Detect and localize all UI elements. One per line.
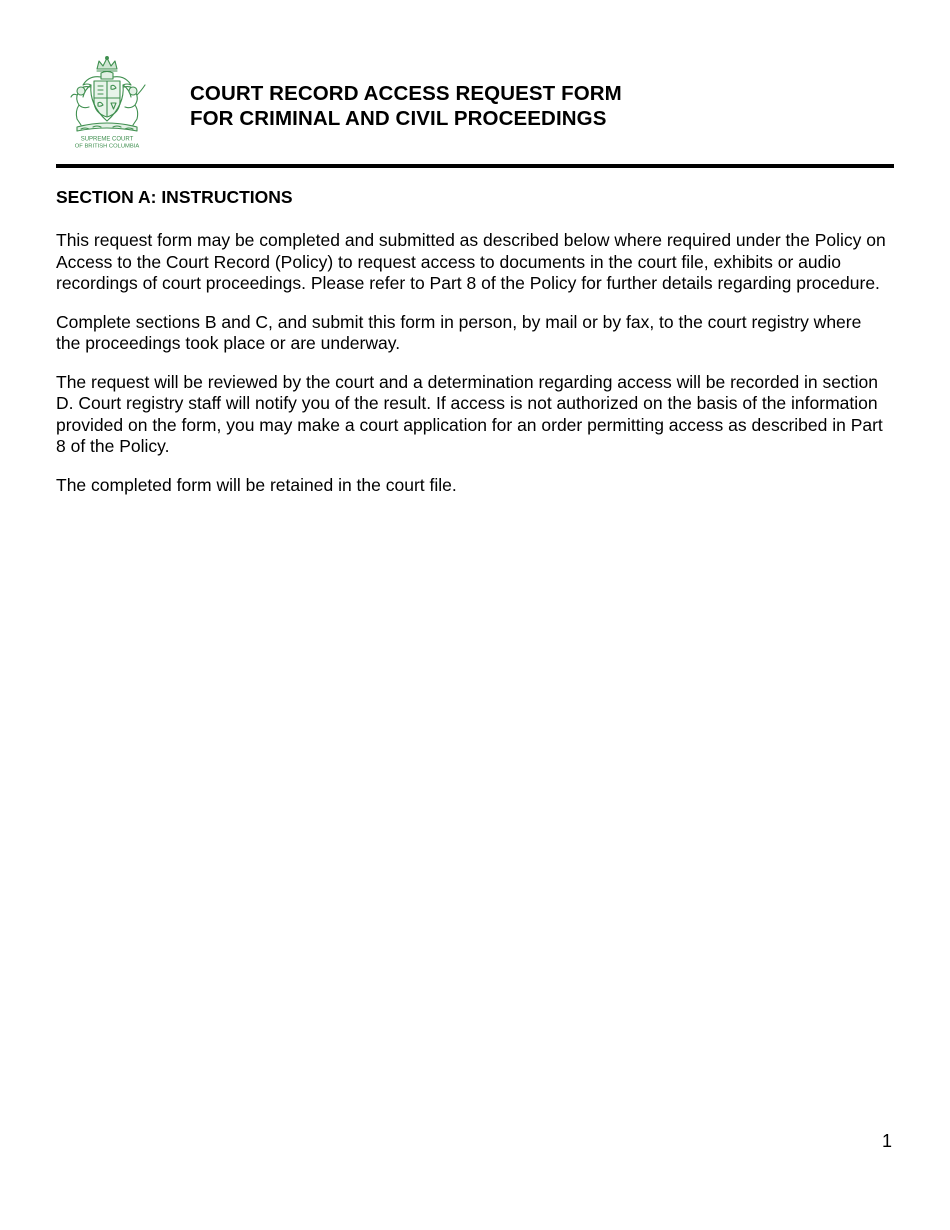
instruction-paragraph: The request will be reviewed by the court and a determination regarding access will be recorded in section D. Court registry staff will notify you of the result. If access is not authorized on the basis of the information provided on the form, you may make a court application for an order permitting access as described in Part 8 of the Policy. [56, 371, 883, 456]
section-a-heading: SECTION A: INSTRUCTIONS [56, 187, 293, 207]
crest-caption-line2: OF BRITISH COLUMBIA [74, 143, 140, 150]
court-crest-logo [63, 55, 151, 151]
page-number: 1 [882, 1131, 893, 1151]
section-a-instructions [56, 230, 886, 513]
instruction-paragraph: Complete sections B and C, and submit this form in person, by mail or by fax, to the court registry where the proceedings took place or are underway. [56, 311, 862, 353]
header-divider [56, 164, 894, 168]
form-title [190, 81, 622, 131]
instruction-paragraph: This request form may be completed and submitted as described below where required under the Policy on Access to the Court Record (Policy) to request access to documents in the court file, exhibits or audio recordings of court proceedings. Please refer to Part 8 of the Policy for further details regarding procedure. [56, 230, 886, 293]
crest-caption-line1: SUPREME COURT [80, 136, 134, 143]
form-title-line1: COURT RECORD ACCESS REQUEST FORM [190, 82, 622, 105]
form-title-line2: FOR CRIMINAL AND CIVIL PROCEEDINGS [190, 107, 607, 130]
instruction-paragraph: The completed form will be retained in the court file. [56, 474, 457, 495]
